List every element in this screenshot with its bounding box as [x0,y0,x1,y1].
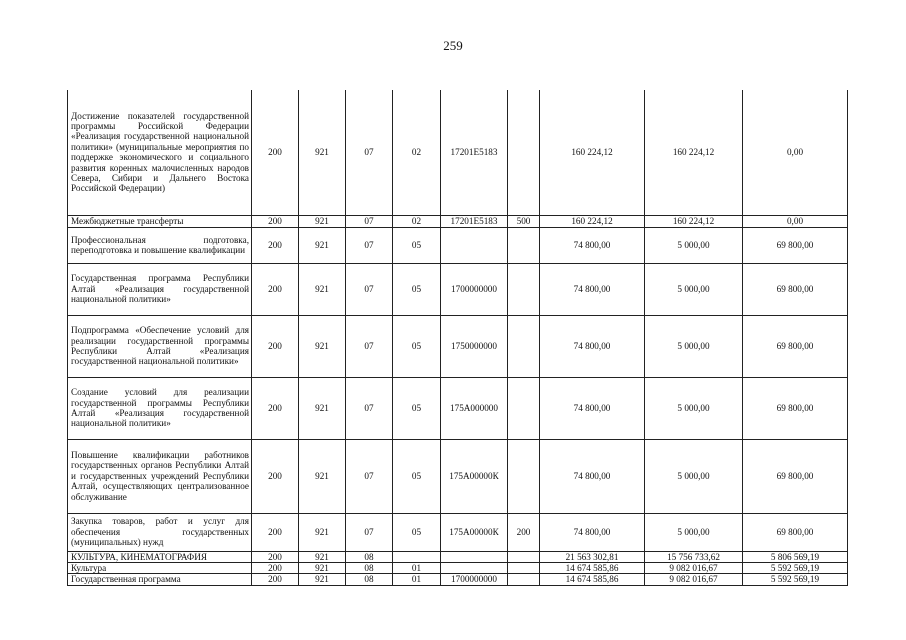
table-row [68,574,848,585]
cell-c2: 921 [299,377,346,439]
cell-target: 175А00000К [441,513,508,551]
cell-vr [508,377,540,439]
cell-fed: 5 000,00 [645,263,743,315]
cell-c3: 07 [346,215,393,227]
cell-vr [508,574,540,585]
cell-other: 5 806 569,19 [743,551,848,562]
cell-fed: 5 000,00 [645,513,743,551]
cell-vr [508,263,540,315]
cell-fed: 160 224,12 [645,215,743,227]
cell-target [441,227,508,263]
table-row [68,551,848,562]
row-name: Подпрограмма «Обеспечение условий для реализации государственной программы Республики Алтай «Реализация государственной национальной политики» [68,315,252,377]
cell-c4: 05 [393,439,441,513]
table-row [68,377,848,439]
cell-c2: 921 [299,227,346,263]
cell-other: 5 592 569,19 [743,562,848,573]
cell-target: 1700000000 [441,263,508,315]
cell-c3: 07 [346,513,393,551]
cell-c1: 200 [252,377,299,439]
cell-vr: 500 [508,215,540,227]
row-name: Закупка товаров, работ и услуг для обеспечения государственных (муниципальных) нужд [68,513,252,551]
cell-c1: 200 [252,227,299,263]
cell-target [441,562,508,573]
cell-c1: 200 [252,551,299,562]
cell-c4: 05 [393,227,441,263]
cell-vr [508,227,540,263]
cell-c3: 07 [346,315,393,377]
cell-c1: 200 [252,215,299,227]
cell-c4: 01 [393,562,441,573]
cell-c2: 921 [299,513,346,551]
row-name: Повышение квалификации работников государственных органов Республики Алтай и государственных учреждений Республики Алтай, осуществляющих централизованное обслуживание [68,439,252,513]
cell-other: 69 800,00 [743,513,848,551]
cell-c1: 200 [252,90,299,215]
cell-c1: 200 [252,574,299,585]
cell-c3: 08 [346,574,393,585]
cell-other: 69 800,00 [743,439,848,513]
cell-fed: 5 000,00 [645,377,743,439]
cell-fed: 5 000,00 [645,439,743,513]
row-name: Создание условий для реализации государственной программы Республики Алтай «Реализация государственной национальной политики» [68,377,252,439]
cell-vr [508,562,540,573]
cell-c2: 921 [299,574,346,585]
cell-sum: 74 800,00 [540,439,645,513]
cell-sum: 160 224,12 [540,90,645,215]
cell-target: 17201E5183 [441,90,508,215]
page-number: 259 [443,38,463,53]
cell-c2: 921 [299,562,346,573]
cell-c3: 07 [346,263,393,315]
row-name: Государственная программа [68,574,252,585]
table-row [68,263,848,315]
table-row [68,562,848,573]
cell-c3: 07 [346,377,393,439]
cell-c4: 02 [393,90,441,215]
cell-sum: 160 224,12 [540,215,645,227]
row-name: Культура [68,562,252,573]
cell-sum: 14 674 585,86 [540,562,645,573]
cell-c3: 08 [346,562,393,573]
row-name: Профессиональная подготовка, переподготовка и повышение квалификации [68,227,252,263]
cell-c4 [393,551,441,562]
cell-vr: 200 [508,513,540,551]
cell-c3: 07 [346,439,393,513]
cell-c4: 05 [393,263,441,315]
table-row [68,227,848,263]
cell-c4: 05 [393,513,441,551]
cell-c1: 200 [252,263,299,315]
cell-c4: 05 [393,377,441,439]
cell-c2: 921 [299,215,346,227]
cell-sum: 21 563 302,81 [540,551,645,562]
cell-other: 69 800,00 [743,315,848,377]
budget-table [67,90,848,586]
cell-fed: 15 756 733,62 [645,551,743,562]
cell-fed: 5 000,00 [645,227,743,263]
cell-c3: 08 [346,551,393,562]
row-name: КУЛЬТУРА, КИНЕМАТОГРАФИЯ [68,551,252,562]
cell-fed: 9 082 016,67 [645,562,743,573]
row-name: Межбюджетные трансферты [68,215,252,227]
cell-sum: 74 800,00 [540,377,645,439]
cell-sum: 74 800,00 [540,263,645,315]
cell-other: 69 800,00 [743,263,848,315]
cell-c1: 200 [252,315,299,377]
table-row [68,439,848,513]
cell-c2: 921 [299,263,346,315]
cell-c2: 921 [299,315,346,377]
row-name: Государственная программа Республики Алтай «Реализация государственной национальной политики» [68,263,252,315]
cell-c3: 07 [346,227,393,263]
cell-target: 1700000000 [441,574,508,585]
cell-other: 69 800,00 [743,377,848,439]
cell-target: 175А00000К [441,439,508,513]
cell-vr [508,315,540,377]
cell-vr [508,439,540,513]
cell-fed: 5 000,00 [645,315,743,377]
cell-c4: 05 [393,315,441,377]
cell-c1: 200 [252,439,299,513]
cell-c2: 921 [299,551,346,562]
row-name: Достижение показателей государственной программы Российской Федерации «Реализация государственной национальной политики» (муниципальные мероприятия по поддержке экономического и социального развития коренных малочисленных народов Севера, Сибири и Дальнего Востока Российской Федерации) [68,90,252,215]
cell-c4: 02 [393,215,441,227]
cell-other: 0,00 [743,215,848,227]
cell-sum: 14 674 585,86 [540,574,645,585]
cell-c1: 200 [252,562,299,573]
cell-fed: 9 082 016,67 [645,574,743,585]
table-row [68,90,848,215]
cell-other: 5 592 569,19 [743,574,848,585]
cell-sum: 74 800,00 [540,513,645,551]
table-row [68,215,848,227]
cell-target: 17201E5183 [441,215,508,227]
table-row [68,513,848,551]
table-body [68,90,848,585]
cell-vr [508,551,540,562]
cell-target: 1750000000 [441,315,508,377]
cell-other: 69 800,00 [743,227,848,263]
cell-c2: 921 [299,439,346,513]
cell-fed: 160 224,12 [645,90,743,215]
cell-sum: 74 800,00 [540,315,645,377]
cell-c1: 200 [252,513,299,551]
cell-c4: 01 [393,574,441,585]
cell-vr [508,90,540,215]
cell-target: 175А000000 [441,377,508,439]
cell-c3: 07 [346,90,393,215]
cell-c2: 921 [299,90,346,215]
cell-target [441,551,508,562]
cell-sum: 74 800,00 [540,227,645,263]
cell-other: 0,00 [743,90,848,215]
table-row [68,315,848,377]
